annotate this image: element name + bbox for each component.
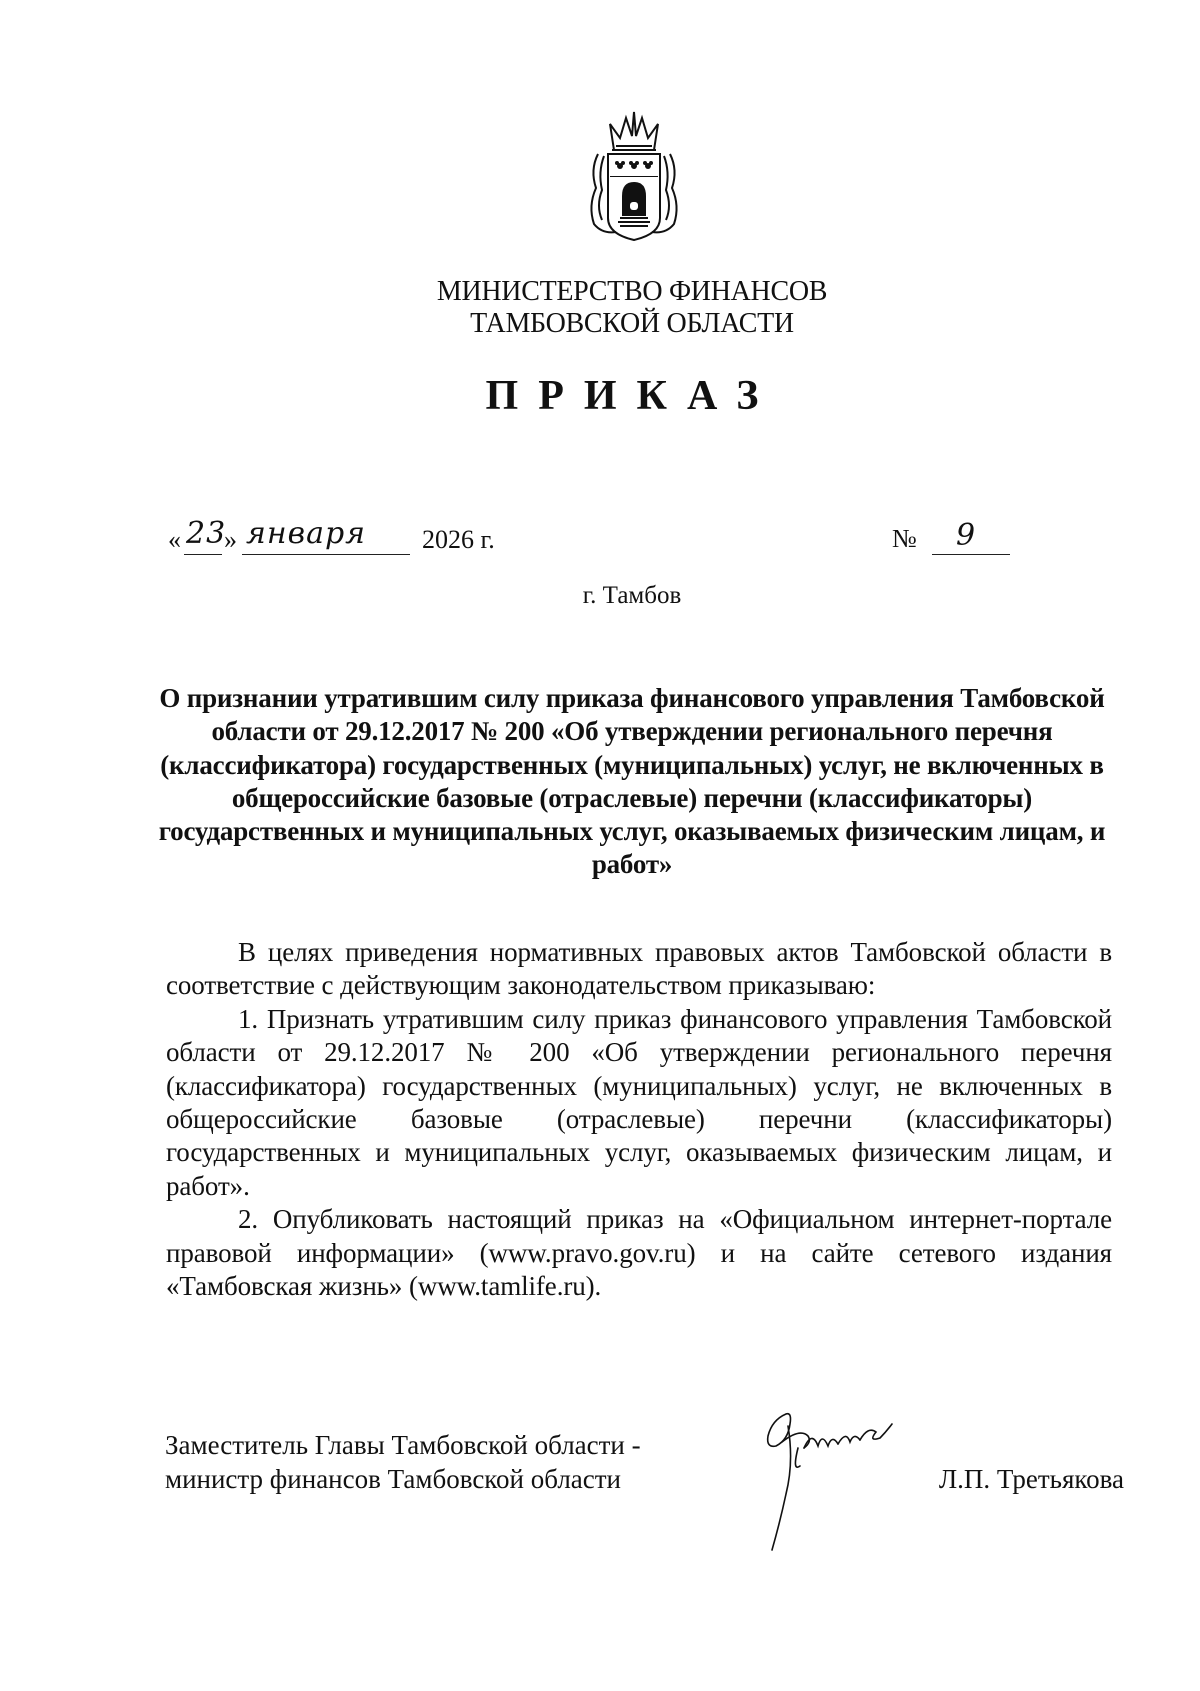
body-preamble: В целях приведения нормативных правовых актов Тамбовской области в соответствие с действующим законодательством приказываю:: [166, 937, 1112, 1001]
order-date: [168, 518, 528, 558]
order-number: [892, 518, 1032, 558]
document-type-title: ПРИКАЗ: [485, 373, 779, 419]
date-day-handwritten: 23: [186, 516, 227, 551]
date-quote-close: »: [224, 525, 237, 554]
date-month-handwritten: января: [246, 516, 367, 551]
number-sign: №: [892, 524, 917, 553]
order-subject-title: О признании утратившим силу приказа финансового управления Тамбовской области от 29.12.2017 № 200 «Об утверждении регионального перечня (классификатора) государственных (муниципальных) услуг, не включенных в общероссийские базовые (отраслевые) перечни (классификаторы) государственных и муниципальных услуг, оказываемых физическим лицам, и работ»: [158, 683, 1106, 880]
body-item-2: 2. Опубликовать настоящий приказ на «Официальном интернет-портале правовой информации» (www.pravo.gov.ru) и на сайте сетевого издания «Тамбовская жизнь» (www.tamlife.ru).: [166, 1204, 1112, 1302]
date-quote-open: «: [168, 525, 181, 554]
signatory-position-line-2: министр финансов Тамбовской области: [165, 1464, 622, 1494]
order-number-handwritten: 9: [956, 518, 977, 553]
document-city: г. Тамбов: [582, 582, 682, 609]
signatory-name: Л.П. Третьякова: [938, 1464, 1124, 1494]
order-body: [166, 936, 1112, 1303]
date-year: 2026 г.: [422, 525, 495, 554]
signatory-position-line-1: Заместитель Главы Тамбовской области -: [165, 1430, 641, 1460]
authority-name-line-1: МИНИСТЕРСТВО ФИНАНСОВ: [436, 276, 828, 307]
signatory-position: [165, 1428, 725, 1496]
date-day-underline: [184, 554, 222, 555]
authority-name-line-2: ТАМБОВСКОЙ ОБЛАСТИ: [470, 308, 794, 339]
date-month-underline: [242, 554, 410, 555]
coat-of-arms-icon: [580, 110, 688, 250]
body-item-1: 1. Признать утратившим силу приказ финансового управления Тамбовской области от 29.12.2017 № 200 «Об утверждении регионального перечня (классификатора) государственных (муниципальных) услуг, не включенных в общероссийские базовые (отраслевые) перечни (классификаторы) государственных и муниципальных услуг, оказываемых физическим лицам, и работ».: [166, 1003, 1112, 1201]
number-underline: [932, 554, 1010, 555]
